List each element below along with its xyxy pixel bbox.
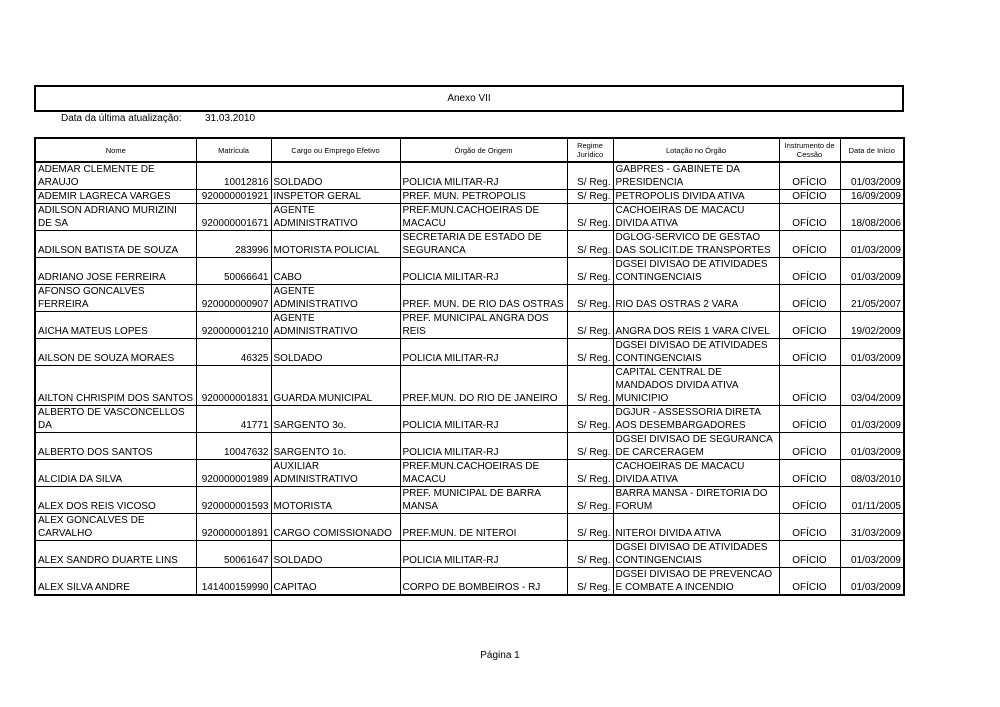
cell-matricula: 920000001671 <box>196 204 271 231</box>
cell-data: 01/03/2009 <box>840 162 904 190</box>
cell-orgao: POLICIA MILITAR-RJ <box>400 541 567 568</box>
cell-matricula: 10012816 <box>196 162 271 190</box>
cell-lotacao: DGSEI DIVISAO DE PREVENCAO E COMBATE A INCENDIO <box>613 568 779 596</box>
cell-instrumento: OFÍCIO <box>779 162 840 190</box>
cell-cargo: MOTORISTA <box>271 487 400 514</box>
cell-data: 01/03/2009 <box>840 541 904 568</box>
cell-matricula: 920000001989 <box>196 460 271 487</box>
table-row <box>35 514 904 541</box>
cell-matricula: 920000001891 <box>196 514 271 541</box>
cell-data: 19/02/2009 <box>840 312 904 339</box>
cell-matricula: 46325 <box>196 339 271 366</box>
cell-matricula: 50061647 <box>196 541 271 568</box>
table-row <box>35 406 904 433</box>
cell-nome: ADILSON ADRIANO MURIZINI DE SA <box>35 204 196 231</box>
cell-instrumento: OFÍCIO <box>779 190 840 204</box>
cell-matricula: 920000000907 <box>196 285 271 312</box>
cell-instrumento: OFÍCIO <box>779 312 840 339</box>
cell-data: 01/03/2009 <box>840 568 904 596</box>
cell-instrumento: OFÍCIO <box>779 460 840 487</box>
annex-title: Anexo VII <box>34 85 904 112</box>
cell-nome: ADEMIR LAGRECA VARGES <box>35 190 196 204</box>
table-row <box>35 366 904 406</box>
cell-regime: S/ Reg. <box>567 258 613 285</box>
cell-orgao: PREF.MUN. DO RIO DE JANEIRO <box>400 366 567 406</box>
cell-cargo: AGENTE ADMINISTRATIVO <box>271 285 400 312</box>
cell-lotacao: DGSEI DIVISAO DE ATIVIDADES CONTINGENCIAIS <box>613 541 779 568</box>
cell-data: 03/04/2009 <box>840 366 904 406</box>
staff-table <box>34 137 905 596</box>
cell-regime: S/ Reg. <box>567 285 613 312</box>
col-data: Data de Início <box>840 138 904 162</box>
cell-cargo: INSPETOR GERAL <box>271 190 400 204</box>
cell-instrumento: OFÍCIO <box>779 541 840 568</box>
cell-regime: S/ Reg. <box>567 406 613 433</box>
cell-regime: S/ Reg. <box>567 204 613 231</box>
cell-nome: AILTON CHRISPIM DOS SANTOS <box>35 366 196 406</box>
table-row <box>35 190 904 204</box>
table-row <box>35 433 904 460</box>
table-row <box>35 460 904 487</box>
cell-cargo: AGENTE ADMINISTRATIVO <box>271 312 400 339</box>
cell-lotacao: DGSEI DIVISAO DE SEGURANCA DE CARCERAGEM <box>613 433 779 460</box>
cell-nome: ALEX SANDRO DUARTE LINS <box>35 541 196 568</box>
cell-orgao: PREF.MUN.CACHOEIRAS DE MACACU <box>400 204 567 231</box>
cell-data: 16/09/2009 <box>840 190 904 204</box>
table-row <box>35 312 904 339</box>
cell-nome: AILSON DE SOUZA MORAES <box>35 339 196 366</box>
col-lotacao: Lotação no Órgão <box>613 138 779 162</box>
col-cargo: Cargo ou Emprego Efetivo <box>271 138 400 162</box>
cell-lotacao: DGSEI DIVISAO DE ATIVIDADES CONTINGENCIAIS <box>613 339 779 366</box>
cell-nome: ADILSON BATISTA DE SOUZA <box>35 231 196 258</box>
col-matricula: Matrícula <box>196 138 271 162</box>
cell-regime: S/ Reg. <box>567 541 613 568</box>
cell-nome: ADRIANO JOSE FERREIRA <box>35 258 196 285</box>
cell-cargo: AGENTE ADMINISTRATIVO <box>271 204 400 231</box>
cell-orgao: POLICIA MILITAR-RJ <box>400 406 567 433</box>
cell-regime: S/ Reg. <box>567 190 613 204</box>
cell-lotacao: CACHOEIRAS DE MACACU DIVIDA ATIVA <box>613 460 779 487</box>
update-date: 31.03.2010 <box>205 113 256 124</box>
cell-cargo: AUXILIAR ADMINISTRATIVO <box>271 460 400 487</box>
table-header-row <box>35 138 904 162</box>
cell-data: 01/03/2009 <box>840 433 904 460</box>
cell-cargo: SARGENTO 3o. <box>271 406 400 433</box>
cell-orgao: POLICIA MILITAR-RJ <box>400 162 567 190</box>
cell-regime: S/ Reg. <box>567 366 613 406</box>
table-row <box>35 541 904 568</box>
cell-lotacao: BARRA MANSA - DIRETORIA DO FORUM <box>613 487 779 514</box>
cell-data: 21/05/2007 <box>840 285 904 312</box>
cell-cargo: SOLDADO <box>271 541 400 568</box>
cell-lotacao: RIO DAS OSTRAS 2 VARA <box>613 285 779 312</box>
page-number: Página 1 <box>480 650 520 661</box>
cell-matricula: 920000001210 <box>196 312 271 339</box>
cell-lotacao: DGSEI DIVISAO DE ATIVIDADES CONTINGENCIAIS <box>613 258 779 285</box>
cell-lotacao: PETROPOLIS DIVIDA ATIVA <box>613 190 779 204</box>
cell-matricula: 920000001921 <box>196 190 271 204</box>
table-row <box>35 258 904 285</box>
cell-data: 01/03/2009 <box>840 406 904 433</box>
cell-regime: S/ Reg. <box>567 162 613 190</box>
cell-lotacao: ANGRA DOS REIS 1 VARA CIVEL <box>613 312 779 339</box>
col-orgao: Órgão de Origem <box>400 138 567 162</box>
cell-nome: AFONSO GONCALVES FERREIRA <box>35 285 196 312</box>
cell-data: 01/11/2005 <box>840 487 904 514</box>
cell-cargo: CABO <box>271 258 400 285</box>
cell-nome: AICHA MATEUS LOPES <box>35 312 196 339</box>
cell-matricula: 283996 <box>196 231 271 258</box>
cell-matricula: 141400159990 <box>196 568 271 596</box>
cell-lotacao: GABPRES - GABINETE DA PRESIDENCIA <box>613 162 779 190</box>
cell-data: 01/03/2009 <box>840 258 904 285</box>
cell-regime: S/ Reg. <box>567 312 613 339</box>
cell-instrumento: OFÍCIO <box>779 433 840 460</box>
col-instrumento: Instrumento de Cessão <box>779 138 840 162</box>
cell-cargo: SOLDADO <box>271 162 400 190</box>
cell-instrumento: OFÍCIO <box>779 366 840 406</box>
cell-instrumento: OFÍCIO <box>779 258 840 285</box>
table-row <box>35 339 904 366</box>
col-regime: Regime Jurídico <box>567 138 613 162</box>
cell-lotacao: CAPITAL CENTRAL DE MANDADOS DIVIDA ATIVA MUNICIPIO <box>613 366 779 406</box>
cell-matricula: 41771 <box>196 406 271 433</box>
cell-instrumento: OFÍCIO <box>779 339 840 366</box>
cell-nome: ALBERTO DOS SANTOS <box>35 433 196 460</box>
cell-instrumento: OFÍCIO <box>779 514 840 541</box>
cell-orgao: PREF. MUNICIPAL ANGRA DOS REIS <box>400 312 567 339</box>
cell-instrumento: OFÍCIO <box>779 204 840 231</box>
cell-regime: S/ Reg. <box>567 339 613 366</box>
cell-cargo: SARGENTO 1o. <box>271 433 400 460</box>
cell-data: 18/08/2006 <box>840 204 904 231</box>
cell-orgao: PREF. MUN. DE RIO DAS OSTRAS <box>400 285 567 312</box>
cell-nome: ALEX SILVA ANDRE <box>35 568 196 596</box>
cell-nome: ALEX DOS REIS VICOSO <box>35 487 196 514</box>
cell-regime: S/ Reg. <box>567 487 613 514</box>
cell-data: 01/03/2009 <box>840 231 904 258</box>
cell-orgao: CORPO DE BOMBEIROS - RJ <box>400 568 567 596</box>
cell-orgao: SECRETARIA DE ESTADO DE SEGURANCA <box>400 231 567 258</box>
cell-nome: ALCIDIA DA SILVA <box>35 460 196 487</box>
cell-instrumento: OFÍCIO <box>779 285 840 312</box>
cell-nome: ALBERTO DE VASCONCELLOS DA <box>35 406 196 433</box>
table-row <box>35 568 904 596</box>
cell-cargo: MOTORISTA POLICIAL <box>271 231 400 258</box>
table-row <box>35 487 904 514</box>
cell-lotacao: DGJUR - ASSESSORIA DIRETA AOS DESEMBARGADORES <box>613 406 779 433</box>
cell-nome: ALEX GONCALVES DE CARVALHO <box>35 514 196 541</box>
cell-lotacao: NITEROI DIVIDA ATIVA <box>613 514 779 541</box>
cell-orgao: PREF. MUN. PETROPOLIS <box>400 190 567 204</box>
cell-orgao: PREF. MUNICIPAL DE BARRA MANSA <box>400 487 567 514</box>
cell-instrumento: OFÍCIO <box>779 487 840 514</box>
table-row <box>35 285 904 312</box>
cell-regime: S/ Reg. <box>567 231 613 258</box>
cell-instrumento: OFÍCIO <box>779 568 840 596</box>
cell-matricula: 920000001593 <box>196 487 271 514</box>
cell-cargo: CAPITAO <box>271 568 400 596</box>
cell-matricula: 10047632 <box>196 433 271 460</box>
cell-orgao: POLICIA MILITAR-RJ <box>400 258 567 285</box>
update-label: Data da última atualização: <box>61 113 182 124</box>
col-nome: Nome <box>35 138 196 162</box>
cell-matricula: 920000001831 <box>196 366 271 406</box>
cell-matricula: 50066641 <box>196 258 271 285</box>
cell-nome: ADEMAR CLEMENTE DE ARAUJO <box>35 162 196 190</box>
cell-regime: S/ Reg. <box>567 460 613 487</box>
cell-data: 31/03/2009 <box>840 514 904 541</box>
cell-instrumento: OFÍCIO <box>779 406 840 433</box>
table-row <box>35 162 904 190</box>
cell-cargo: SOLDADO <box>271 339 400 366</box>
cell-lotacao: DGLOG-SERVICO DE GESTAO DAS SOLICIT.DE TRANSPORTES <box>613 231 779 258</box>
cell-orgao: POLICIA MILITAR-RJ <box>400 433 567 460</box>
cell-regime: S/ Reg. <box>567 568 613 596</box>
cell-instrumento: OFÍCIO <box>779 231 840 258</box>
cell-cargo: GUARDA MUNICIPAL <box>271 366 400 406</box>
cell-data: 08/03/2010 <box>840 460 904 487</box>
table-row <box>35 204 904 231</box>
cell-orgao: PREF.MUN. DE NITEROI <box>400 514 567 541</box>
cell-regime: S/ Reg. <box>567 514 613 541</box>
cell-data: 01/03/2009 <box>840 339 904 366</box>
cell-orgao: POLICIA MILITAR-RJ <box>400 339 567 366</box>
cell-lotacao: CACHOEIRAS DE MACACU DIVIDA ATIVA <box>613 204 779 231</box>
cell-regime: S/ Reg. <box>567 433 613 460</box>
table-row <box>35 231 904 258</box>
cell-orgao: PREF.MUN.CACHOEIRAS DE MACACU <box>400 460 567 487</box>
cell-cargo: CARGO COMISSIONADO <box>271 514 400 541</box>
